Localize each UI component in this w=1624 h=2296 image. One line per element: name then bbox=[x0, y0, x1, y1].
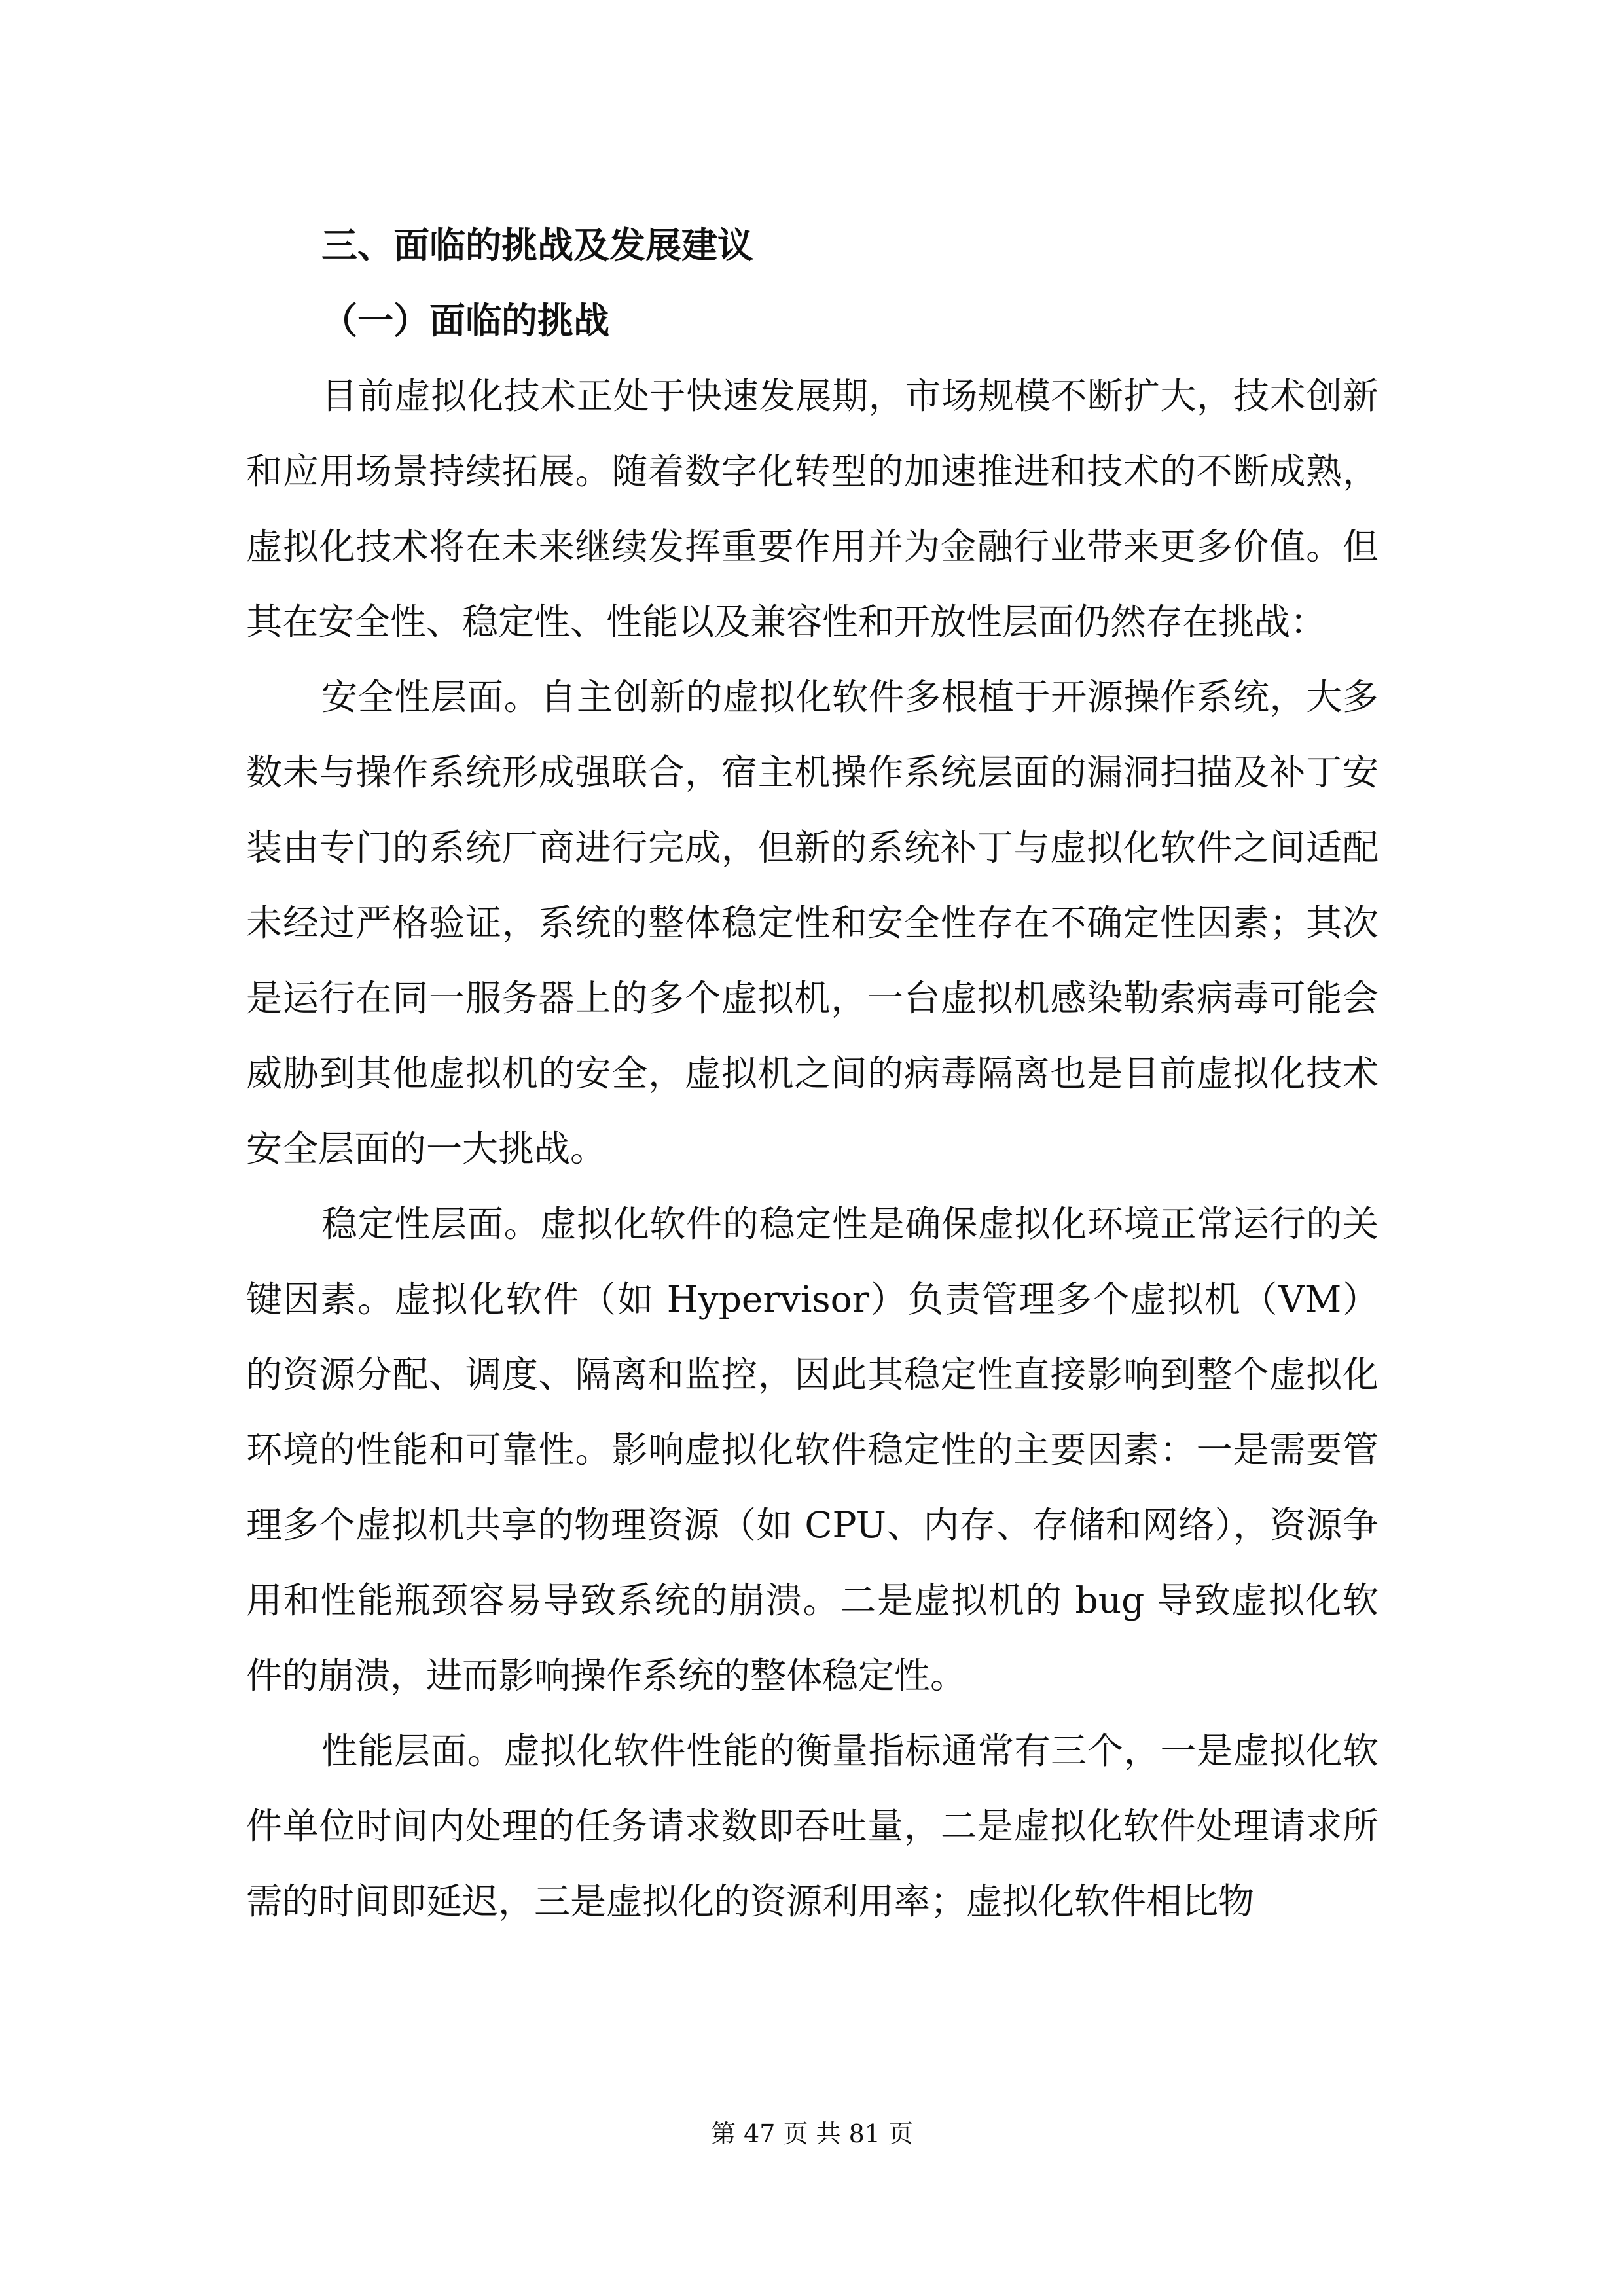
paragraph-stability: 稳定性层面。虚拟化软件的稳定性是确保虚拟化环境正常运行的关键因素。虚拟化软件（如 Hypervisor）负责管理多个虚拟机（VM）的资源分配、调度、隔离和监控，因此其稳定性直接影响到整个虚拟化环境的性能和可靠性。影响虚拟化软件稳定性的主要因素：一是需要管理多个虚拟机共享的物理资源（如 CPU、内存、存储和网络），资源争用和性能瓶颈容易导致系统的崩溃。二是虚拟机的 bug 导致虚拟化软件的崩溃，进而影响操作系统的整体稳定性。 bbox=[246, 1203, 1379, 1696]
subsection-heading: （一）面临的挑战 bbox=[321, 300, 610, 342]
paragraph-performance: 性能层面。虚拟化软件性能的衡量指标通常有三个，一是虚拟化软件单位时间内处理的任务请求数即吞吐量，二是虚拟化软件处理请求所需的时间即延迟，三是虚拟化的资源利用率；虚拟化软件相比物 bbox=[246, 1730, 1379, 1922]
paragraph-security: 安全性层面。自主创新的虚拟化软件多根植于开源操作系统，大多数未与操作系统形成强联合，宿主机操作系统层面的漏洞扫描及补丁安装由专门的系统厂商进行完成，但新的系统补丁与虚拟化软件之间适配未经过严格验证，系统的整体稳定性和安全性存在不确定性因素；其次是运行在同一服务器上的多个虚拟机，一台虚拟机感染勒索病毒可能会威胁到其他虚拟机的安全，虚拟机之间的病毒隔离也是目前虚拟化技术安全层面的一大挑战。 bbox=[246, 676, 1379, 1170]
section-heading: 三、面临的挑战及发展建议 bbox=[321, 224, 754, 266]
page-number-footer: 第 47 页 共 81 页 bbox=[710, 2119, 914, 2148]
paragraph-intro: 目前虚拟化技术正处于快速发展期，市场规模不断扩大，技术创新和应用场景持续拓展。随着数字化转型的加速推进和技术的不断成熟，虚拟化技术将在未来继续发挥重要作用并为金融行业带来更多价值。但其在安全性、稳定性、性能以及兼容性和开放性层面仍然存在挑战： bbox=[246, 375, 1379, 643]
page-content bbox=[246, 208, 1379, 1939]
